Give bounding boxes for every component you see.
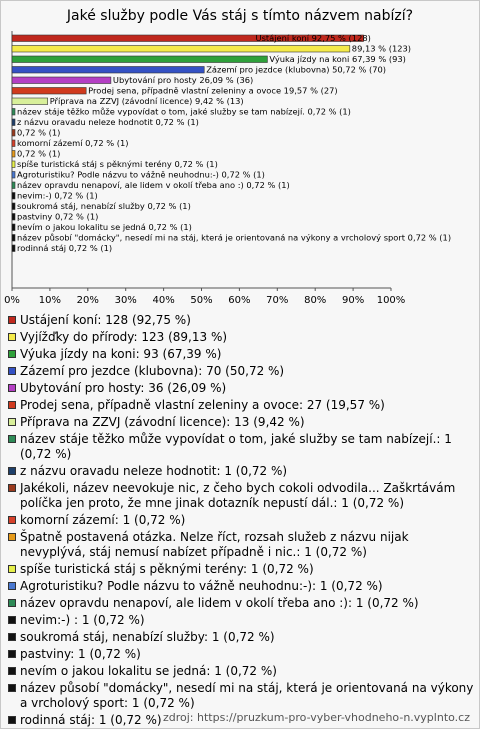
legend-swatch: [8, 667, 16, 675]
legend-item: [8, 381, 474, 396]
legend-label: nevim:-) : 1 (0,72 %): [20, 613, 145, 627]
bar-value-label: Příprava na ZZVJ (závodní licence) 9,42 % (13): [49, 96, 244, 106]
bar: [12, 161, 15, 168]
legend-swatch: [8, 401, 16, 409]
legend-label: Prodej sena, případně vlastní zeleniny a ovoce: 27 (19,57 %): [20, 398, 385, 412]
legend-item: [8, 664, 474, 679]
legend-swatch: [8, 565, 16, 573]
bar-value-label: Prodej sena, případně vlastní zeleniny a ovoce 19,57 % (27): [88, 85, 338, 96]
bar-value-label: nevím o jakou lokalitu se jedná 0,72 % (1): [17, 222, 192, 232]
legend-swatch: [8, 582, 16, 590]
legend-label: komorní zázemí: 1 (0,72 %): [20, 513, 186, 527]
legend-item: [8, 464, 474, 479]
bar: [12, 203, 15, 210]
legend-label: Špatně postavená otázka. Nelze říct, rozsah služeb z názvu nijak nevyplývá, stáj nemusí nabízet případně i nic.: 1 (0,72 %): [20, 530, 409, 559]
legend-swatch: [8, 716, 16, 724]
legend-item: [8, 415, 474, 430]
legend-item: [8, 398, 474, 413]
legend-swatch: [8, 633, 16, 641]
bar: [12, 140, 15, 147]
bar-value-label: soukromá stáj, nenabízí služby 0,72 % (1): [17, 201, 191, 211]
bar-value-label: 0,72 % (1): [17, 148, 61, 159]
bar-value-label: Zázemí pro jezdce (klubovna) 50,72 % (70): [206, 64, 387, 75]
legend-swatch: [8, 435, 16, 443]
legend-swatch: [8, 484, 16, 492]
plot-area: [4, 31, 451, 306]
legend-swatch: [8, 516, 16, 524]
legend-item: [8, 530, 474, 560]
legend-swatch: [8, 367, 16, 375]
bar: [12, 46, 350, 53]
bar: [12, 67, 204, 74]
bar: [12, 130, 15, 137]
x-tick-label: 100%: [376, 295, 406, 306]
legend-item: [8, 579, 474, 594]
bar-value-label: Agroturistiku? Podle názvu to vážně neuhodnu:-) 0,72 % (1): [17, 169, 265, 180]
bar: [12, 98, 48, 105]
legend-label: rodinná stáj: 1 (0,72 %): [20, 713, 162, 727]
bar: [12, 109, 15, 116]
bar: [12, 151, 15, 158]
legend-swatch: [8, 384, 16, 392]
legend-item: [8, 630, 474, 645]
legend-swatch: [8, 316, 16, 324]
legend-item: [8, 364, 474, 379]
legend-label: název stáje těžko může vypovídat o tom, jaké služby se tam nabízejí.: 1 (0,72 %): [20, 432, 452, 461]
legend-label: spíše turistická stáj s pěknými terény: 1 (0,72 %): [20, 562, 314, 576]
bar-value-label: název stáje těžko může vypovídat o tom, jaké služby se tam nabízejí. 0,72 % (1): [17, 106, 351, 117]
legend-swatch: [8, 650, 16, 658]
legend-swatch: [8, 418, 16, 426]
bar-value-label: spíše turistická stáj s pěknými terény 0,72 % (1): [17, 159, 218, 169]
bar: [12, 56, 267, 63]
bar: [12, 172, 15, 179]
source-footer: zdroj: https://pruzkum-pro-vyber-vhodneho-n.vyplnto.cz: [162, 711, 470, 724]
bar-value-label: 89,13 % (123): [351, 43, 412, 54]
bar: [12, 235, 15, 242]
legend-swatch: [8, 616, 16, 624]
legend-label: Ustájení koní: 128 (92,75 %): [20, 313, 191, 327]
legend-item: [8, 681, 474, 711]
legend-label: Zázemí pro jezdce (klubovna): 70 (50,72 %): [20, 364, 285, 378]
legend-swatch: [8, 467, 16, 475]
x-tick-label: 70%: [266, 295, 289, 306]
bar-value-label: rodinná stáj 0,72 % (1): [17, 243, 113, 253]
legend-item: [8, 432, 474, 462]
x-tick-label: 0%: [4, 295, 20, 306]
bar-chart: [0, 0, 480, 310]
legend-item: [8, 647, 474, 662]
bar-value-label: název působí "domácky", nesedí mi na stáj, která je orientovaná na výkony a vrcholový sport 0,72 % (1): [17, 232, 452, 243]
bar-value-label: název opravdu nenapoví, ale lidem v okolí třeba ano :) 0,72 % (1): [17, 180, 290, 190]
bar: [12, 88, 86, 95]
legend-label: Agroturistiku? Podle názvu to vážně neuhodnu:-): 1 (0,72 %): [20, 579, 383, 593]
x-tick-label: 30%: [114, 295, 137, 306]
bar-value-label: Ubytování pro hosty 26,09 % (36): [112, 75, 254, 85]
bar-value-label: nevim:-) 0,72 % (1): [17, 190, 98, 201]
legend-item: [8, 347, 474, 362]
legend-swatch: [8, 350, 16, 358]
bar: [12, 245, 15, 252]
bar-value-label: Výuka jízdy na koni 67,39 % (93): [269, 54, 406, 64]
bar: [12, 193, 15, 200]
legend-label: nevím o jakou lokalitu se jedná: 1 (0,72 %): [20, 664, 277, 678]
legend-label: Výuka jízdy na koni: 93 (67,39 %): [20, 347, 222, 361]
bar: [12, 214, 15, 221]
x-tick-label: 80%: [304, 295, 327, 306]
x-tick-label: 10%: [38, 295, 62, 306]
legend-swatch: [8, 684, 16, 692]
legend-label: z názvu oravadu neleze hodnotit: 1 (0,72 %): [20, 464, 288, 478]
legend-label: název opravdu nenapoví, ale lidem v okolí třeba ano :): 1 (0,72 %): [20, 596, 419, 610]
legend-label: Ubytování pro hosty: 36 (26,09 %): [20, 381, 227, 395]
x-tick-label: 60%: [228, 295, 251, 306]
x-tick-label: 40%: [152, 295, 175, 306]
chart-title: Jaké služby podle Vás stáj s tímto názvem nabízí?: [66, 8, 414, 24]
bar-value-label: Ustájení koní 92,75 % (128): [255, 33, 371, 43]
legend-swatch: [8, 333, 16, 341]
x-tick-label: 20%: [76, 295, 99, 306]
legend-label: Příprava na ZZVJ (závodní licence): 13 (9,42 %): [20, 415, 305, 429]
legend-item: [8, 613, 474, 628]
bar: [12, 77, 111, 84]
legend-item: [8, 562, 474, 577]
bar-value-label: z názvu oravadu neleze hodnotit 0,72 % (1): [17, 117, 199, 127]
legend-item: [8, 330, 474, 345]
bar-value-label: pastviny 0,72 % (1): [17, 211, 99, 222]
legend-label: Vyjížďky do přírody: 123 (89,13 %): [20, 330, 228, 344]
legend-item: [8, 596, 474, 611]
legend-swatch: [8, 533, 16, 541]
bar: [12, 224, 15, 231]
legend-item: [8, 313, 474, 328]
bar-value-label: komorní zázemí 0,72 % (1): [17, 138, 129, 148]
legend-label: soukromá stáj, nenabízí služby: 1 (0,72 %): [20, 630, 275, 644]
bar: [12, 182, 15, 189]
legend-label: název působí "domácky", nesedí mi na stáj, která je orientovaná na výkony a vrcholový sport: 1 (0,72 %): [20, 681, 474, 710]
bar-value-label: 0,72 % (1): [17, 127, 61, 138]
x-tick-label: 90%: [341, 295, 365, 306]
legend-label: Jakékoli, název neevokuje nic, z čeho bych cokoli odvodila... Zaškrtávám políčka jen proto, že mne jinak dotazník nepustí dál.: 1 (0,72 %): [20, 481, 456, 510]
legend-swatch: [8, 599, 16, 607]
bar: [12, 119, 15, 126]
legend: [8, 313, 474, 730]
legend-item: [8, 513, 474, 528]
legend-item: [8, 481, 474, 511]
legend-label: pastviny: 1 (0,72 %): [20, 647, 141, 661]
x-tick-label: 50%: [190, 295, 213, 306]
